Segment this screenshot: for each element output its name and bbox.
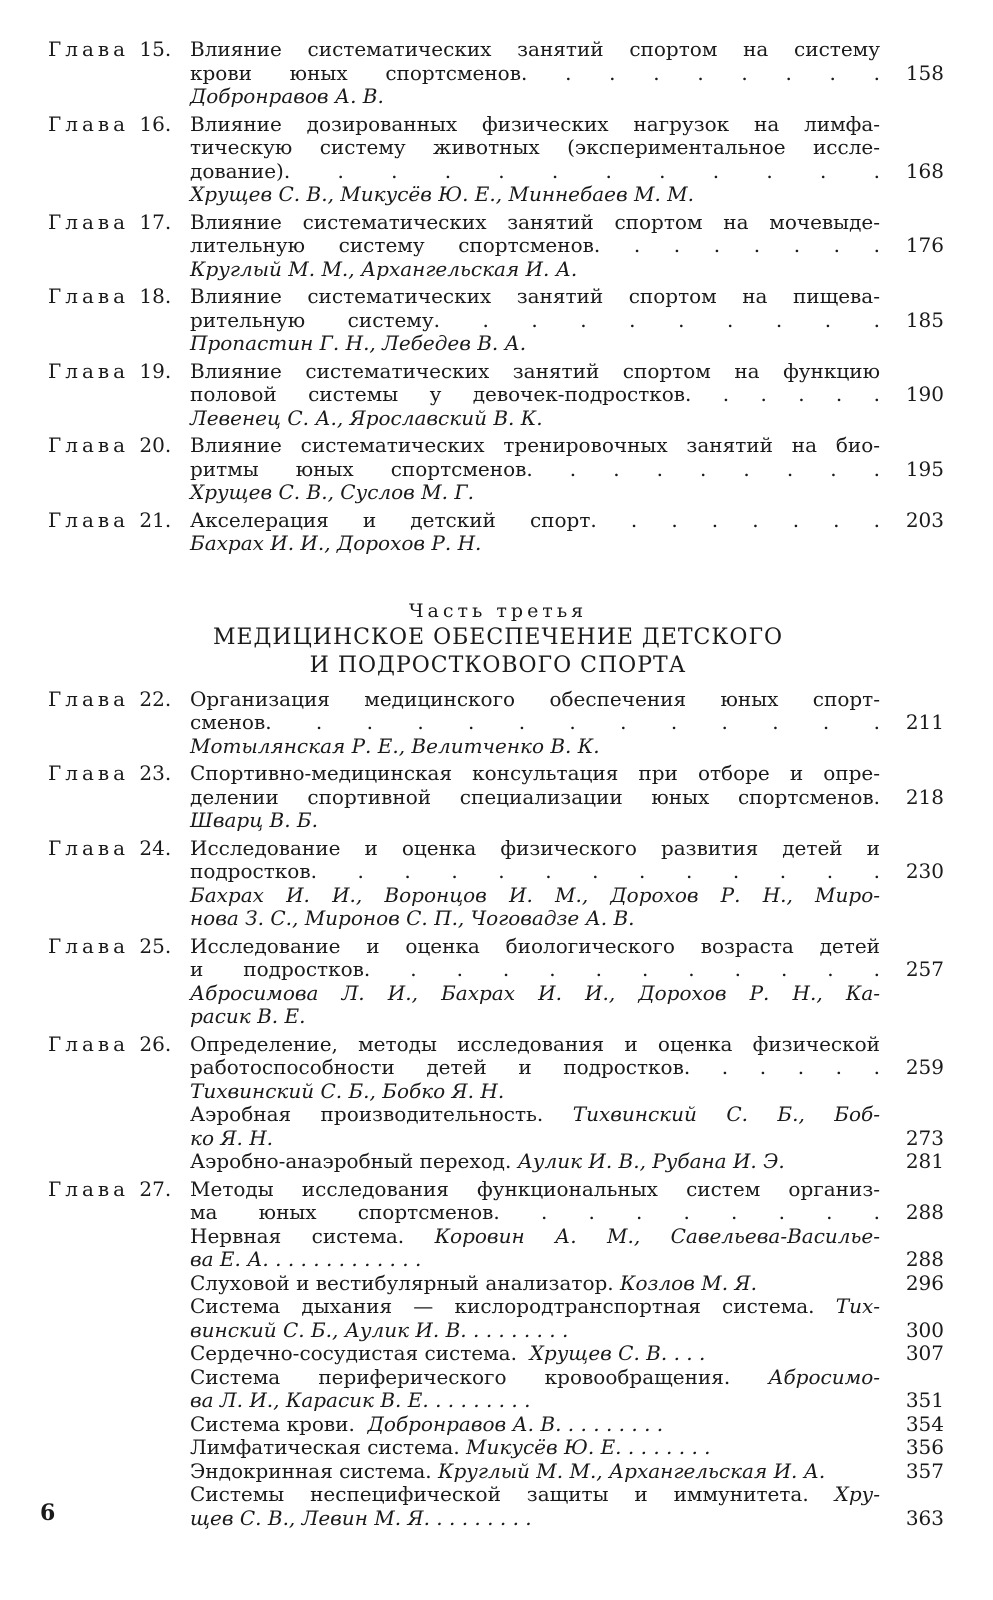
page-ref: 296 bbox=[905, 1270, 944, 1295]
page-ref: 176 bbox=[905, 233, 944, 257]
chapter-title-line: Влияние систематических тренировочных занятий на био- bbox=[190, 433, 880, 457]
subsection-author: щев С. В., Левин М. Я. . . . . . . . . bbox=[190, 1505, 532, 1530]
page-ref: 185 bbox=[905, 307, 944, 332]
subsection-title: Сердечно-сосудистая система. bbox=[190, 1341, 517, 1365]
page-ref: 273 bbox=[905, 1125, 944, 1150]
subsection-author: Абросимо- bbox=[768, 1364, 880, 1389]
chapter-title-line: Влияние систематических занятий спортом на мочевыде- bbox=[190, 209, 880, 234]
subsection-author: Козлов М. Я. bbox=[620, 1270, 757, 1295]
page-ref: 356 bbox=[905, 1435, 944, 1459]
chapter-label: Глава 20. bbox=[48, 433, 172, 457]
subsection-entry bbox=[190, 1103, 948, 1150]
page-ref: 158 bbox=[905, 60, 944, 85]
toc-entry-chapter-26 bbox=[48, 1033, 948, 1174]
subsection-author: Хрущев С. В. . . . bbox=[529, 1341, 706, 1365]
subsection-author: винский С. Б., Аулик И. В. . . . . . . . . bbox=[190, 1317, 569, 1342]
chapter-title-line: рительную систему. . . . . . . . . . bbox=[190, 307, 880, 332]
chapter-author: Мотылянская Р. Е., Велитченко В. К. bbox=[190, 733, 600, 758]
subsection-entry bbox=[190, 1342, 948, 1366]
chapter-label: Глава 26. bbox=[48, 1031, 172, 1056]
page-ref: 351 bbox=[905, 1388, 944, 1412]
chapter-author: Хрущев С. В., Суслов М. Г. bbox=[190, 480, 474, 504]
page-number: 6 bbox=[40, 1500, 56, 1526]
chapter-title-line: Влияние систематических занятий спортом на систему bbox=[190, 37, 880, 61]
subsection-entry bbox=[190, 1413, 948, 1437]
subsection-title: Слуховой и вестибулярный анализатор. bbox=[190, 1270, 614, 1295]
chapter-label: Глава 27. bbox=[48, 1176, 172, 1201]
page-ref: 230 bbox=[905, 859, 944, 883]
chapter-label: Глава 22. bbox=[48, 686, 172, 711]
chapter-title-line: Исследование и оценка биологического возраста детей bbox=[190, 933, 880, 958]
page-ref: 195 bbox=[905, 456, 944, 481]
subsection-title: Система дыхания — кислородтранспортная система. bbox=[190, 1294, 815, 1318]
subsection-title: Лимфатическая система. bbox=[190, 1435, 460, 1459]
subsection-entry bbox=[190, 1225, 948, 1272]
subsection-entry bbox=[190, 1436, 948, 1460]
chapter-label: Глава 25. bbox=[48, 933, 172, 958]
toc-entry-chapter-24 bbox=[48, 837, 948, 931]
toc-entry-chapter-19 bbox=[48, 360, 948, 431]
chapter-author: Пропастин Г. Н., Лебедев В. А. bbox=[190, 331, 527, 355]
chapter-title-line: лительную систему спортсменов. . . . . . . . bbox=[190, 233, 880, 257]
subsection-entry bbox=[190, 1295, 948, 1342]
subsection-title: Эндокринная система. bbox=[190, 1458, 432, 1483]
chapter-label: Глава 16. bbox=[48, 111, 172, 136]
chapter-author: Бахрах И. И., Дорохов Р. Н. bbox=[190, 531, 482, 555]
page-ref: 203 bbox=[905, 507, 944, 532]
subsection-title: Нервная система. bbox=[190, 1223, 405, 1248]
chapter-author: Тихвинский С. Б., Бобко Я. Н. bbox=[190, 1078, 505, 1103]
subsection-title: Аэробно-анаэробный переход. bbox=[190, 1149, 512, 1173]
chapter-label: Глава 17. bbox=[48, 209, 172, 234]
page-ref: 363 bbox=[905, 1505, 944, 1530]
chapter-title-line: дование). . . . . . . . . . . . bbox=[190, 158, 880, 183]
page-ref: 288 bbox=[905, 1247, 944, 1271]
subsection-entry bbox=[190, 1460, 948, 1484]
chapter-title-line: подростков. . . . . . . . . . . . . bbox=[190, 859, 880, 883]
section-title: МЕДИЦИНСКОЕ ОБЕСПЕЧЕНИЕ ДЕТСКОГО И ПОДРОСТКОВОГО СПОРТА bbox=[212, 624, 784, 678]
chapter-label: Глава 24. bbox=[48, 835, 172, 860]
chapter-label: Глава 18. bbox=[48, 284, 172, 308]
part-heading: Часть третья bbox=[408, 599, 588, 622]
chapter-title-line: Исследование и оценка физического развития детей и bbox=[190, 835, 880, 860]
subsection-title: Аэробная производительность. bbox=[190, 1102, 544, 1126]
subsection-author: ва Л. И., Карасик В. Е. . . . . . . . . bbox=[190, 1388, 531, 1412]
chapter-label: Глава 15. bbox=[48, 37, 172, 61]
subsection-entry bbox=[190, 1272, 948, 1296]
chapter-title-line: Определение, методы исследования и оценка физической bbox=[190, 1031, 880, 1056]
page-ref: 281 bbox=[905, 1149, 944, 1173]
chapter-title-line: крови юных спортсменов. . . . . . . . . bbox=[190, 60, 880, 85]
chapter-title-line: работоспособности детей и подростков. . . . . . bbox=[190, 1055, 880, 1079]
chapter-title-line: Организация медицинского обеспечения юных спорт- bbox=[190, 686, 880, 711]
chapter-title-line: Спортивно-медицинская консультация при отборе и опре- bbox=[190, 761, 880, 785]
chapter-title-line: Влияние дозированных физических нагрузок на лимфа- bbox=[190, 111, 880, 136]
chapter-title-line: половой системы у девочек-подростков. . . . . . bbox=[190, 382, 880, 406]
subsection-author: Круглый М. М., Архангельская И. А. bbox=[438, 1458, 826, 1483]
toc-page bbox=[48, 38, 948, 1534]
chapter-title-line: Влияние систематических занятий спортом на пищева- bbox=[190, 284, 880, 308]
page-ref: 354 bbox=[905, 1411, 944, 1436]
subsection-title: Система периферического кровообращения. bbox=[190, 1364, 731, 1389]
chapter-author: Хрущев С. В., Микусёв Ю. Е., Миннебаев М. М. bbox=[190, 182, 695, 206]
chapter-title-line: ма юных спортсменов. . . . . . . . . bbox=[190, 1200, 880, 1224]
page-ref: 357 bbox=[905, 1458, 944, 1483]
chapter-author: Левенец С. А., Ярославский В. К. bbox=[190, 405, 543, 430]
chapter-author: Круглый М. М., Архангельская И. А. bbox=[190, 256, 578, 281]
chapter-title-line: Влияние систематических занятий спортом на функцию bbox=[190, 358, 880, 383]
toc-entry-chapter-22 bbox=[48, 688, 948, 759]
chapter-author: Шварц В. Б. bbox=[190, 808, 318, 832]
chapter-title-line: Методы исследования функциональных систем организ- bbox=[190, 1176, 880, 1201]
subsection-author: Хру- bbox=[834, 1482, 880, 1506]
chapter-title-line: сменов. . . . . . . . . . . . . bbox=[190, 710, 880, 734]
toc-entry-chapter-18 bbox=[48, 285, 948, 356]
subsection-author: Коровин А. М., Савельева-Василье- bbox=[434, 1223, 881, 1248]
subsection-author: Тих- bbox=[835, 1294, 881, 1318]
subsection-entry bbox=[190, 1366, 948, 1413]
page-ref: 168 bbox=[905, 158, 944, 183]
page-ref: 288 bbox=[905, 1200, 944, 1224]
chapter-title-line: и подростков. . . . . . . . . . . . bbox=[190, 957, 880, 981]
chapter-title-line: Акселерация и детский спорт. . . . . . . . bbox=[190, 507, 880, 532]
subsection-entry bbox=[190, 1483, 948, 1530]
toc-entry-chapter-25 bbox=[48, 935, 948, 1029]
toc-entry-chapter-21 bbox=[48, 509, 948, 556]
subsection-author: Аулик И. В., Рубана И. Э. bbox=[517, 1149, 785, 1173]
page-ref: 300 bbox=[905, 1317, 944, 1342]
chapter-label: Глава 19. bbox=[48, 358, 172, 383]
subsection-entry bbox=[190, 1150, 948, 1174]
subsection-author: ва Е. А. . . . . . . . . . . . . bbox=[190, 1247, 422, 1271]
toc-entry-chapter-23 bbox=[48, 762, 948, 833]
subsection-author: Добронравов А. В. . . . . . . . . bbox=[367, 1411, 664, 1436]
subsection-author: Микусёв Ю. Е. . . . . . . . bbox=[466, 1435, 711, 1459]
page-ref: 259 bbox=[905, 1055, 944, 1079]
toc-entry-chapter-27 bbox=[48, 1178, 948, 1531]
chapter-author: расик В. Е. bbox=[190, 1004, 306, 1028]
chapter-label: Глава 23. bbox=[48, 761, 172, 785]
chapter-author: Добронравов А. В. bbox=[190, 84, 384, 108]
subsection-author: ко Я. Н. bbox=[190, 1125, 274, 1150]
subsection-title: Система крови. bbox=[190, 1411, 355, 1436]
page-ref: 307 bbox=[905, 1341, 944, 1365]
chapter-author: Абросимова Л. И., Бахрах И. И., Дорохов Р. Н., Ка- bbox=[190, 980, 880, 1005]
chapter-author: Бахрах И. И., Воронцов И. М., Дорохов Р. Н., Миро- bbox=[190, 882, 880, 907]
toc-entry-chapter-17 bbox=[48, 211, 948, 282]
chapter-title-line: тическую систему животных (экспериментальное иссле- bbox=[190, 135, 880, 159]
page-ref: 211 bbox=[905, 710, 944, 734]
chapter-label: Глава 21. bbox=[48, 507, 172, 532]
page-ref: 190 bbox=[905, 382, 944, 406]
chapter-title-line: ритмы юных спортсменов. . . . . . . . . bbox=[190, 456, 880, 481]
subsection-author: Тихвинский С. Б., Боб- bbox=[572, 1102, 881, 1126]
toc-entry-chapter-20 bbox=[48, 434, 948, 505]
subsection-title: Системы неспецифической защиты и иммунитета. bbox=[190, 1482, 809, 1506]
page-ref: 257 bbox=[905, 957, 944, 981]
toc-entry-chapter-16 bbox=[48, 113, 948, 207]
toc-entry-chapter-15 bbox=[48, 38, 948, 109]
chapter-author: нова З. С., Миронов С. П., Чоговадзе А. В. bbox=[190, 906, 635, 930]
chapter-title-line: делении спортивной специализации юных спортсменов. bbox=[190, 784, 880, 809]
page-ref: 218 bbox=[905, 784, 944, 809]
